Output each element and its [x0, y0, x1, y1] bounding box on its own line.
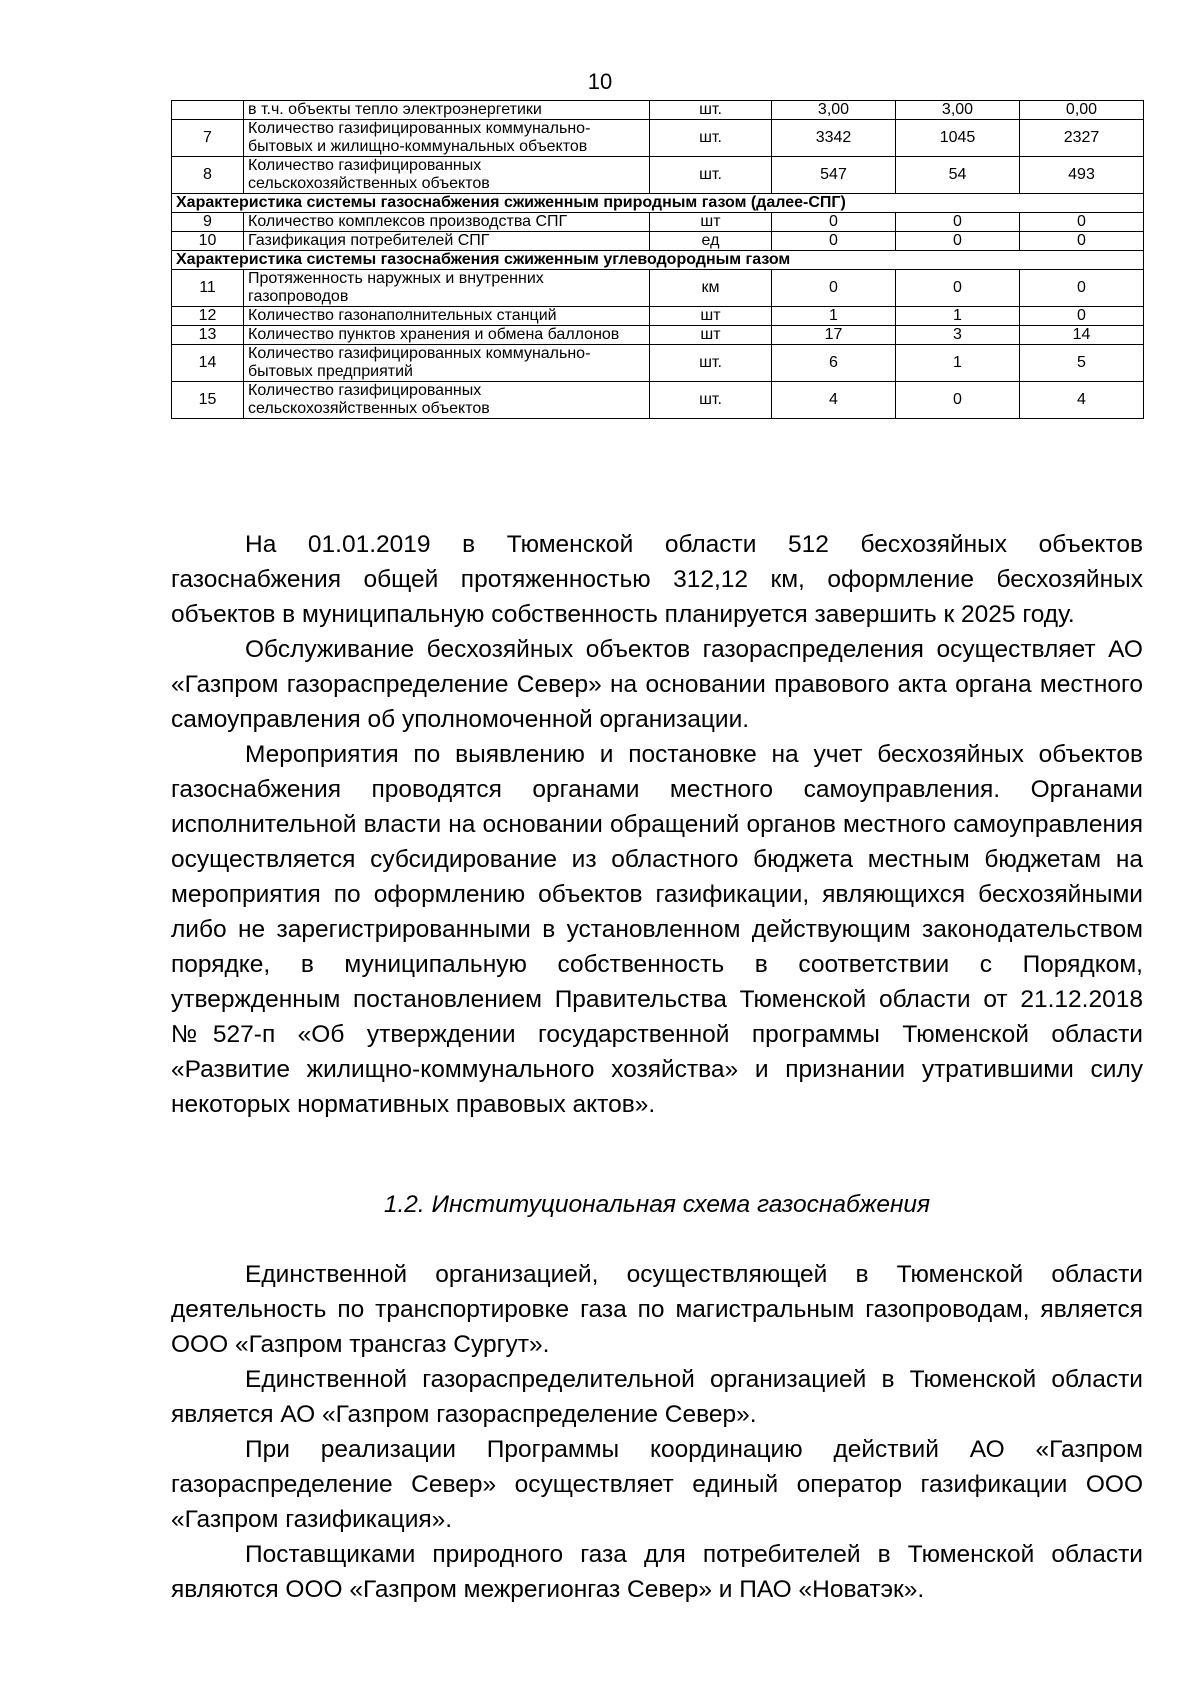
value-cell: 0 [772, 270, 896, 307]
section-title: Характеристика системы газоснабжения сжиженным углеводородным газом [172, 251, 1144, 270]
indicator-name: Количество газонаполнительных станций [244, 307, 650, 326]
unit-cell: шт [650, 307, 772, 326]
table-row [172, 270, 1144, 307]
row-number: 15 [172, 382, 244, 419]
indicator-name: в т.ч. объекты тепло электроэнергетики [244, 101, 650, 120]
indicator-name: Количество газифицированных коммунально-бытовых предприятий [244, 345, 650, 382]
row-number: 8 [172, 157, 244, 194]
table-row [172, 382, 1144, 419]
value-cell: 493 [1020, 157, 1144, 194]
value-cell: 0 [1020, 270, 1144, 307]
value-cell: 6 [772, 345, 896, 382]
value-cell: 3,00 [772, 101, 896, 120]
unit-cell: шт. [650, 382, 772, 419]
value-cell: 0 [1020, 232, 1144, 251]
paragraph: Единственной газораспределительной организацией в Тюменской области является АО «Газпром газораспределение Север». [171, 1366, 1143, 1428]
indicator-name: Количество газифицированных коммунально-бытовых и жилищно-коммунальных объектов [244, 120, 650, 157]
value-cell: 3,00 [896, 101, 1020, 120]
value-cell: 1 [772, 307, 896, 326]
unit-cell: шт. [650, 345, 772, 382]
value-cell: 17 [772, 326, 896, 345]
paragraph: Обслуживание бесхозяйных объектов газораспределения осуществляет АО «Газпром газораспределение Север» на основании правового акта органа местного самоуправления об уполномоченной организации. [171, 636, 1143, 733]
unit-cell: км [650, 270, 772, 307]
value-cell: 0 [896, 213, 1020, 232]
page-number: 10 [587, 69, 613, 94]
row-number: 14 [172, 345, 244, 382]
indicator-name: Количество газифицированных сельскохозяйственных объектов [244, 382, 650, 419]
row-number: 7 [172, 120, 244, 157]
section-title: Характеристика системы газоснабжения сжиженным природным газом (далее-СПГ) [172, 194, 1144, 213]
gas-supply-characteristics-table [171, 100, 1144, 419]
value-cell: 4 [772, 382, 896, 419]
body-text-top [171, 527, 1143, 1122]
table-row [172, 101, 1144, 120]
value-cell: 1 [896, 307, 1020, 326]
value-cell: 14 [1020, 326, 1144, 345]
row-number: 10 [172, 232, 244, 251]
table-body [172, 101, 1144, 419]
indicator-name: Количество пунктов хранения и обмена баллонов [244, 326, 650, 345]
row-number: 11 [172, 270, 244, 307]
unit-cell: шт [650, 213, 772, 232]
table-section-row [172, 251, 1144, 270]
row-number: 9 [172, 213, 244, 232]
unit-cell: шт. [650, 120, 772, 157]
table-row [172, 345, 1144, 382]
value-cell: 0 [772, 213, 896, 232]
value-cell: 3 [896, 326, 1020, 345]
table-section-row [172, 194, 1144, 213]
unit-cell: шт [650, 326, 772, 345]
row-number: 12 [172, 307, 244, 326]
value-cell: 1 [896, 345, 1020, 382]
value-cell: 2327 [1020, 120, 1144, 157]
unit-cell: шт. [650, 101, 772, 120]
value-cell: 4 [1020, 382, 1144, 419]
table-row [172, 213, 1144, 232]
section-heading: 1.2. Институциональная схема газоснабжения [383, 1191, 931, 1218]
table-row [172, 307, 1144, 326]
indicator-name: Газификация потребителей СПГ [244, 232, 650, 251]
unit-cell: шт. [650, 157, 772, 194]
paragraph: Мероприятия по выявлению и постановке на учет бесхозяйных объектов газоснабжения проводятся органами местного самоуправления. Органами исполнительной власти на основании обращений органов местного самоуправления осуществляется субсидирование из областного бюджета местным бюджетам на мероприятия по оформлению объектов газификации, являющихся бесхозяйными либо не зарегистрированными в установленном действующим законодательством порядке, в муниципальную собственность в соответствии с Порядком, утвержденным постановлением Правительства Тюменской области от 21.12.2018 №527-п «Об утверждении государственной программы Тюменской области «Развитие жилищно-коммунального хозяйства» и признании утратившими силу некоторых нормативных правовых актов». [171, 741, 1143, 1118]
value-cell: 0 [1020, 213, 1144, 232]
indicator-name: Количество газифицированных сельскохозяйственных объектов [244, 157, 650, 194]
table-row [172, 232, 1144, 251]
paragraph: Единственной организацией, осуществляющей в Тюменской области деятельность по транспортировке газа по магистральным газопроводам, является ООО «Газпром трансгаз Сургут». [171, 1261, 1143, 1358]
table-row [172, 326, 1144, 345]
body-text-bottom [171, 1257, 1143, 1607]
value-cell: 0 [896, 232, 1020, 251]
paragraph: При реализации Программы координацию действий АО «Газпром газораспределение Север» осуществляет единый оператор газификации ООО «Газпром газификация». [171, 1436, 1143, 1533]
row-number [172, 101, 244, 120]
value-cell: 0 [1020, 307, 1144, 326]
value-cell: 54 [896, 157, 1020, 194]
indicator-name: Протяженность наружных и внутренних газопроводов [244, 270, 650, 307]
value-cell: 0,00 [1020, 101, 1144, 120]
value-cell: 5 [1020, 345, 1144, 382]
indicator-name: Количество комплексов производства СПГ [244, 213, 650, 232]
value-cell: 1045 [896, 120, 1020, 157]
row-number: 13 [172, 326, 244, 345]
table-row [172, 120, 1144, 157]
paragraph: Поставщиками природного газа для потребителей в Тюменской области являются ООО «Газпром межрегионгаз Север» и ПАО «Новатэк». [171, 1541, 1143, 1603]
paragraph: На 01.01.2019 в Тюменской области 512 бесхозяйных объектов газоснабжения общей протяженностью 312,12 км, оформление бесхозяйных объектов в муниципальную собственность планируется завершить к 2025 году. [171, 531, 1143, 628]
value-cell: 0 [896, 382, 1020, 419]
value-cell: 0 [896, 270, 1020, 307]
value-cell: 0 [772, 232, 896, 251]
table-row [172, 157, 1144, 194]
value-cell: 547 [772, 157, 896, 194]
value-cell: 3342 [772, 120, 896, 157]
unit-cell: ед [650, 232, 772, 251]
